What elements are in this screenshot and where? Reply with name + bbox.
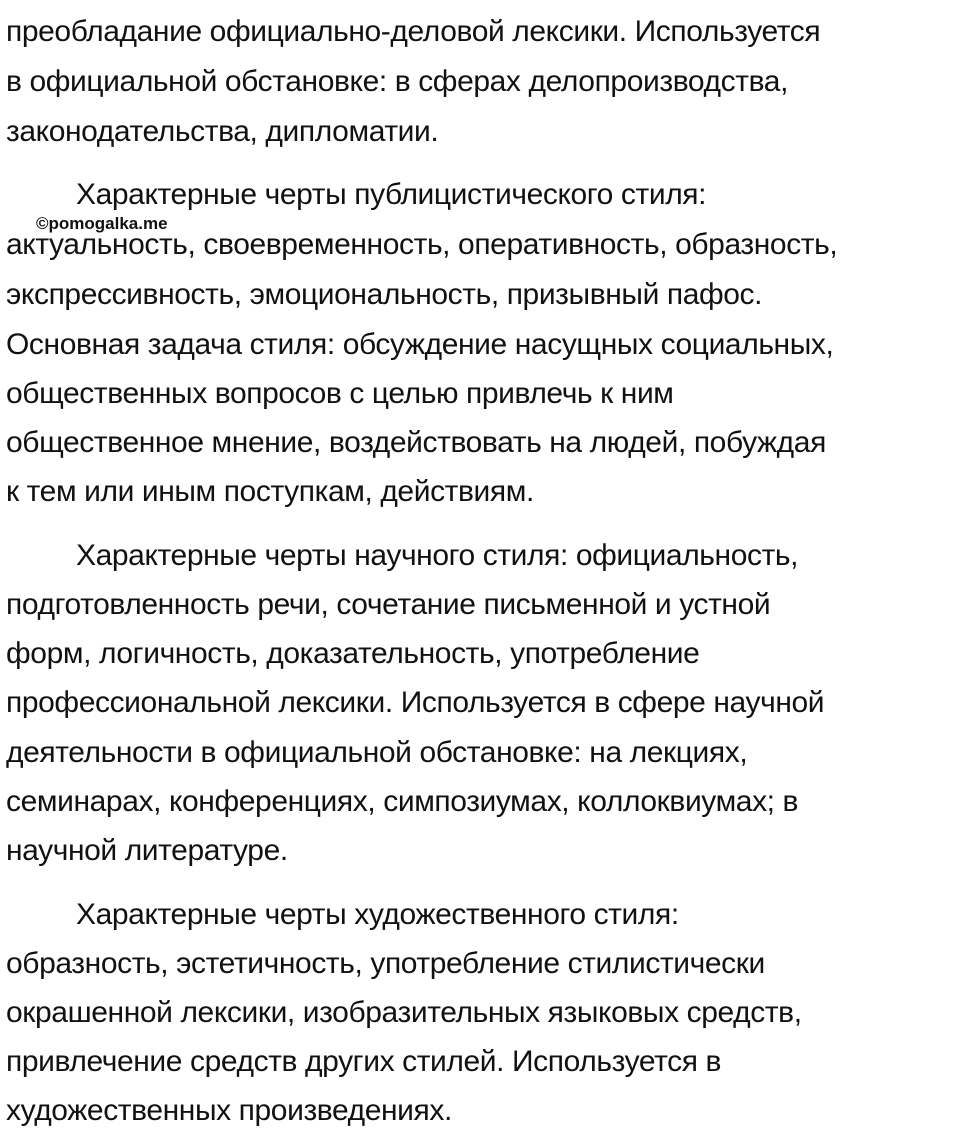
- text-line: окрашенной лексики, изобразительных языковых средств,: [6, 996, 802, 1029]
- text-line: Характерные черты научного стиля: официальность,: [76, 539, 799, 572]
- text-line: в официальной обстановке: в сферах делопроизводства,: [6, 65, 789, 98]
- text-line: законодательства, дипломатии.: [6, 115, 439, 148]
- text-line: преобладание официально-деловой лексики. Используется: [6, 15, 821, 48]
- text-line: семинарах, конференциях, симпозиумах, коллоквиумах; в: [6, 785, 799, 818]
- text-line: образность, эстетичность, употребление стилистически: [6, 947, 765, 980]
- text-line: Основная задача стиля: обсуждение насущных социальных,: [6, 328, 834, 361]
- text-line: профессиональной лексики. Используется в сфере научной: [6, 686, 825, 719]
- text-line: Характерные черты публицистического стиля:: [76, 178, 707, 211]
- text-line: подготовленность речи, сочетание письменной и устной: [6, 588, 771, 621]
- watermark: ©pomogalka.me: [36, 214, 168, 233]
- text-line: форм, логичность, доказательность, употребление: [6, 637, 700, 670]
- text-line: Характерные черты художественного стиля:: [76, 898, 679, 931]
- text-line: экспрессивность, эмоциональность, призывный пафос.: [6, 278, 763, 311]
- text-line: деятельности в официальной обстановке: на лекциях,: [6, 736, 748, 769]
- text-line: научной литературе.: [6, 834, 288, 867]
- text-line: общественное мнение, воздействовать на людей, побуждая: [6, 426, 826, 459]
- text-line: привлечение средств других стилей. Используется в: [6, 1045, 722, 1078]
- text-line: актуальность, своевременность, оперативность, образность,: [6, 228, 838, 261]
- text-line: общественных вопросов с целью привлечь к ним: [6, 377, 674, 410]
- text-line: к тем или иным поступкам, действиям.: [6, 475, 534, 508]
- text-line: художественных произведениях.: [6, 1094, 452, 1127]
